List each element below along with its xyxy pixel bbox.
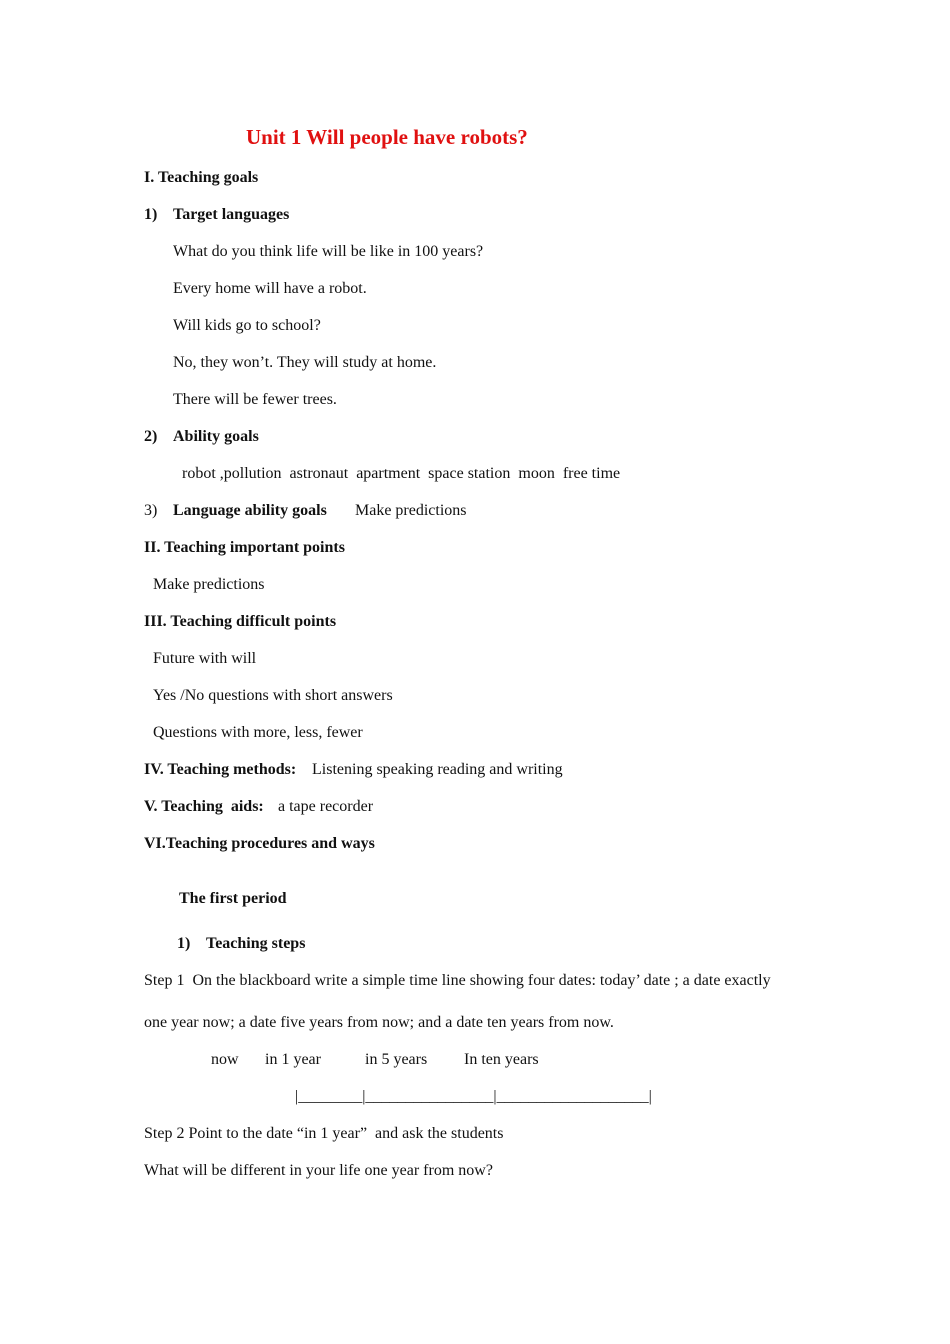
period-heading: The first period xyxy=(179,890,287,907)
subheading-target-languages: Target languages xyxy=(173,206,290,223)
document-title: Unit 1 Will people have robots? xyxy=(246,125,528,149)
step-1-text-continued: one year now; a date five years from now; and a date ten years from now. xyxy=(144,1014,614,1031)
timeline-label: in 5 years xyxy=(365,1051,428,1068)
target-sentence: Will kids go to school? xyxy=(173,317,321,334)
list-number: 1) xyxy=(177,935,191,952)
list-number: 3) xyxy=(144,502,158,519)
important-point: Make predictions xyxy=(153,576,265,593)
difficult-point: Questions with more, less, fewer xyxy=(153,724,363,741)
timeline-label: now xyxy=(211,1051,239,1068)
target-sentence: What do you think life will be like in 100 years? xyxy=(173,243,484,260)
timeline-label: in 1 year xyxy=(265,1051,321,1068)
section-heading-procedures: VI.Teaching procedures and ways xyxy=(144,835,375,852)
subheading-language-ability-goals: Language ability goals xyxy=(173,502,327,519)
target-sentence: No, they won’t. They will study at home. xyxy=(173,354,437,371)
target-sentence: There will be fewer trees. xyxy=(173,391,337,408)
section-heading-teaching-goals: I. Teaching goals xyxy=(144,169,259,186)
difficult-point: Future with will xyxy=(153,650,257,667)
vocabulary-list: robot ,pollution astronaut apartment space station moon free time xyxy=(182,465,621,482)
target-sentence: Every home will have a robot. xyxy=(173,280,367,297)
teaching-methods-value: Listening speaking reading and writing xyxy=(312,761,563,778)
section-heading-difficult-points: III. Teaching difficult points xyxy=(144,613,337,630)
subheading-ability-goals: Ability goals xyxy=(173,428,259,445)
step-1-text: Step 1 On the blackboard write a simple time line showing four dates: today’ date ; a date exactly xyxy=(144,972,771,989)
section-label-teaching-aids: V. Teaching aids: xyxy=(144,798,264,815)
discussion-question: What will be different in your life one year from now? xyxy=(144,1162,493,1179)
section-label-teaching-methods: IV. Teaching methods: xyxy=(144,761,297,778)
list-number: 1) xyxy=(144,206,158,223)
timeline-label: In ten years xyxy=(464,1051,539,1068)
section-heading-important-points: II. Teaching important points xyxy=(144,539,345,556)
timeline: |________|________________|___________________| xyxy=(295,1088,652,1105)
list-number: 2) xyxy=(144,428,158,445)
teaching-aids-value: a tape recorder xyxy=(278,798,374,815)
difficult-point: Yes /No questions with short answers xyxy=(153,687,393,704)
language-ability-value: Make predictions xyxy=(355,502,467,519)
subheading-teaching-steps: Teaching steps xyxy=(206,935,306,952)
step-2-text: Step 2 Point to the date “in 1 year” and ask the students xyxy=(144,1125,504,1142)
